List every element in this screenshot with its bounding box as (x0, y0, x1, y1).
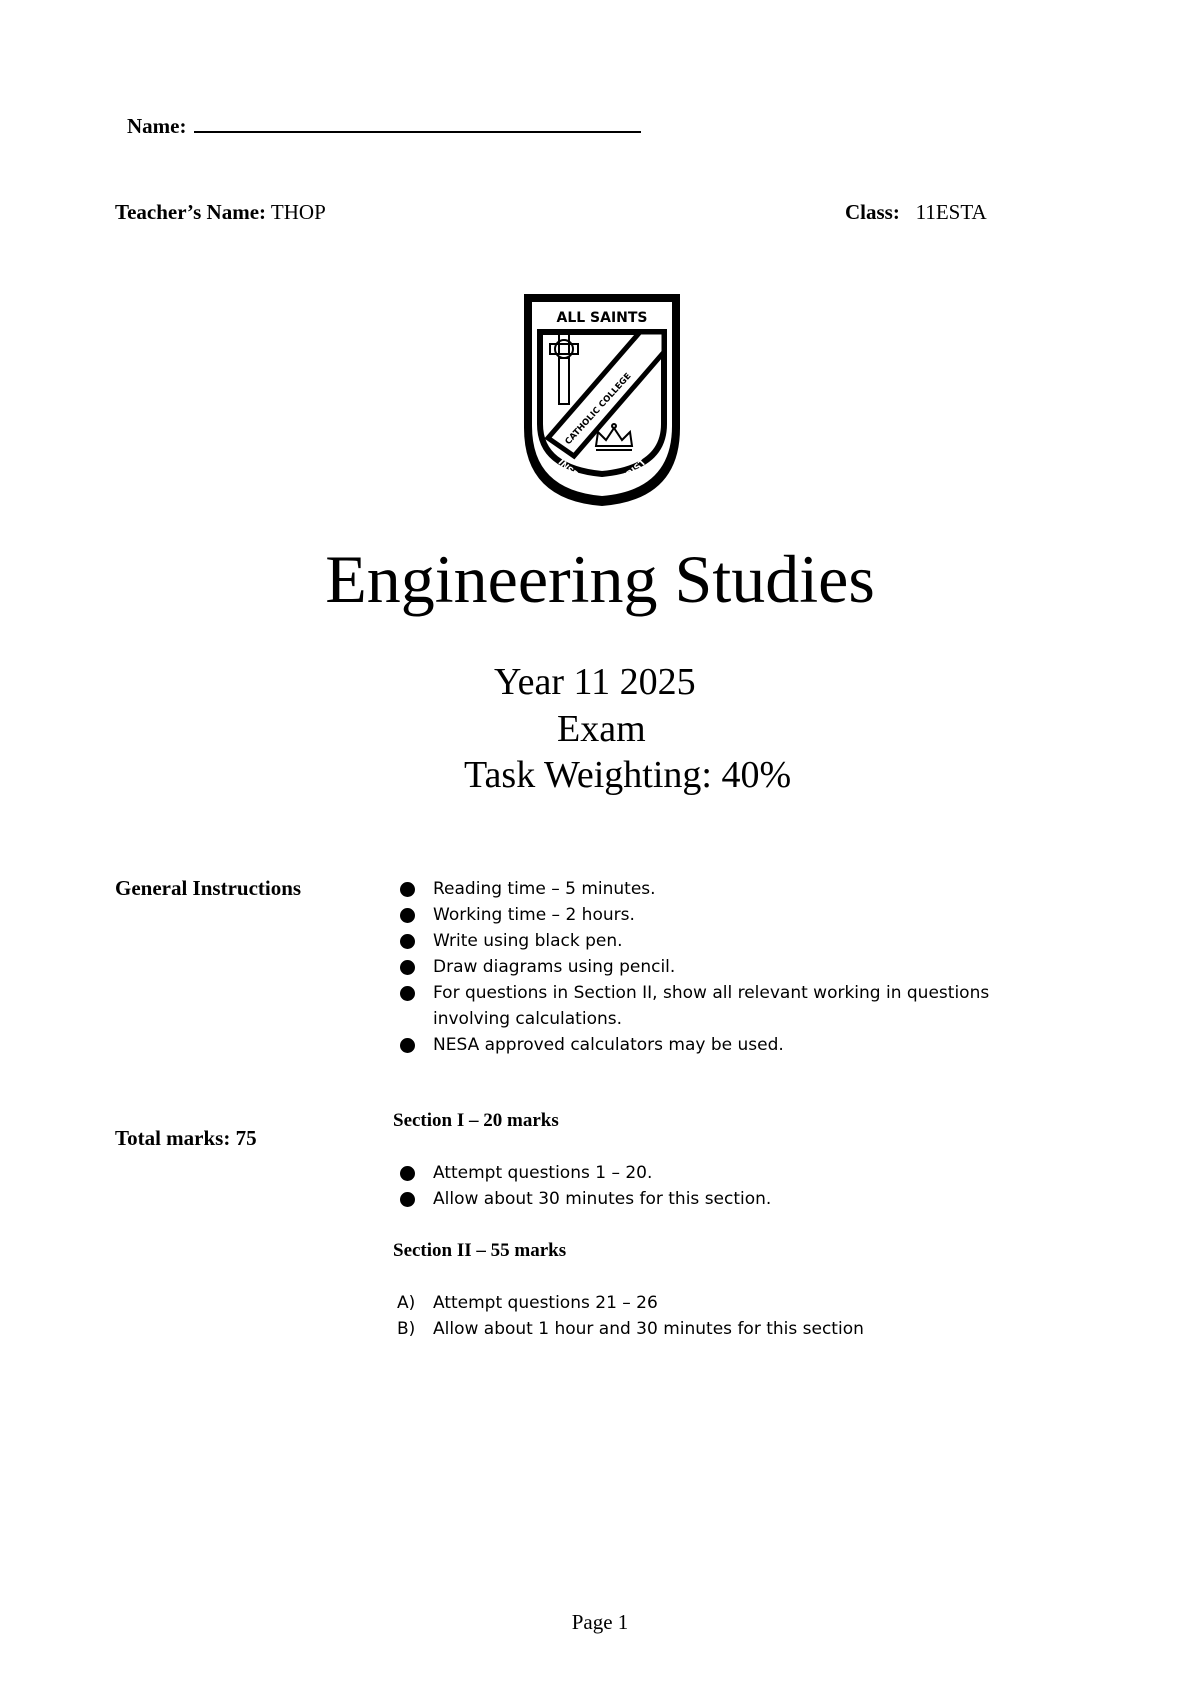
section-2-list (393, 1290, 993, 1342)
class-row (845, 200, 987, 225)
bullet-icon (400, 882, 415, 897)
name-field (127, 113, 641, 139)
total-marks-label: Total marks: 75 (115, 1126, 257, 1150)
list-item: A) Attempt questions 21 – 26 (393, 1290, 993, 1316)
list-marker: A) (397, 1293, 416, 1313)
page-number: Page 1 (571, 1610, 629, 1634)
section-2-heading: Section II – 55 marks (393, 1240, 567, 1261)
list-item: NESA approved calculators may be used. (393, 1032, 993, 1058)
name-blank-line (194, 113, 641, 133)
crest-band-text: CATHOLIC COLLEGE (563, 371, 634, 448)
exam-year: Year 11 2025 (494, 661, 696, 703)
exam-subject-title: Engineering Studies (325, 541, 875, 617)
section-1-heading: Section I – 20 marks (393, 1110, 559, 1131)
crest-top-text: ALL SAINTS (556, 310, 648, 326)
exam-type: Exam (557, 708, 646, 750)
list-item: For questions in Section II, show all relevant working in questions involving calculations. (393, 980, 993, 1032)
teacher-name-value: THOP (270, 200, 326, 224)
general-instructions-label: General Instructions (115, 876, 302, 900)
class-value: 11ESTA (915, 200, 987, 224)
bullet-icon (400, 960, 415, 975)
list-item: Allow about 30 minutes for this section. (393, 1186, 993, 1212)
bullet-icon (400, 934, 415, 949)
list-item: Write using black pen. (393, 928, 993, 954)
bullet-icon (400, 1038, 415, 1053)
bullet-icon (400, 1192, 415, 1207)
list-item: Attempt questions 1 – 20. (393, 1160, 993, 1186)
list-item: Working time – 2 hours. (393, 902, 993, 928)
general-instructions-list (393, 876, 993, 1058)
list-marker: B) (397, 1319, 416, 1339)
bullet-icon (400, 1166, 415, 1181)
list-item: B) Allow about 1 hour and 30 minutes for this section (393, 1316, 993, 1342)
teacher-name-label: Teacher’s Name: (115, 200, 267, 224)
teacher-name-row (115, 200, 326, 225)
bullet-icon (400, 908, 415, 923)
class-label: Class: (845, 200, 900, 224)
school-crest-logo (518, 288, 686, 510)
bullet-icon (400, 986, 415, 1001)
section-1-list (393, 1160, 993, 1212)
name-label: Name: (127, 114, 187, 138)
task-weighting: Task Weighting: 40% (464, 754, 792, 796)
crest-motto-text: INSPIRED BY CHRIST (555, 457, 649, 491)
list-item: Reading time – 5 minutes. (393, 876, 993, 902)
list-item: Draw diagrams using pencil. (393, 954, 993, 980)
